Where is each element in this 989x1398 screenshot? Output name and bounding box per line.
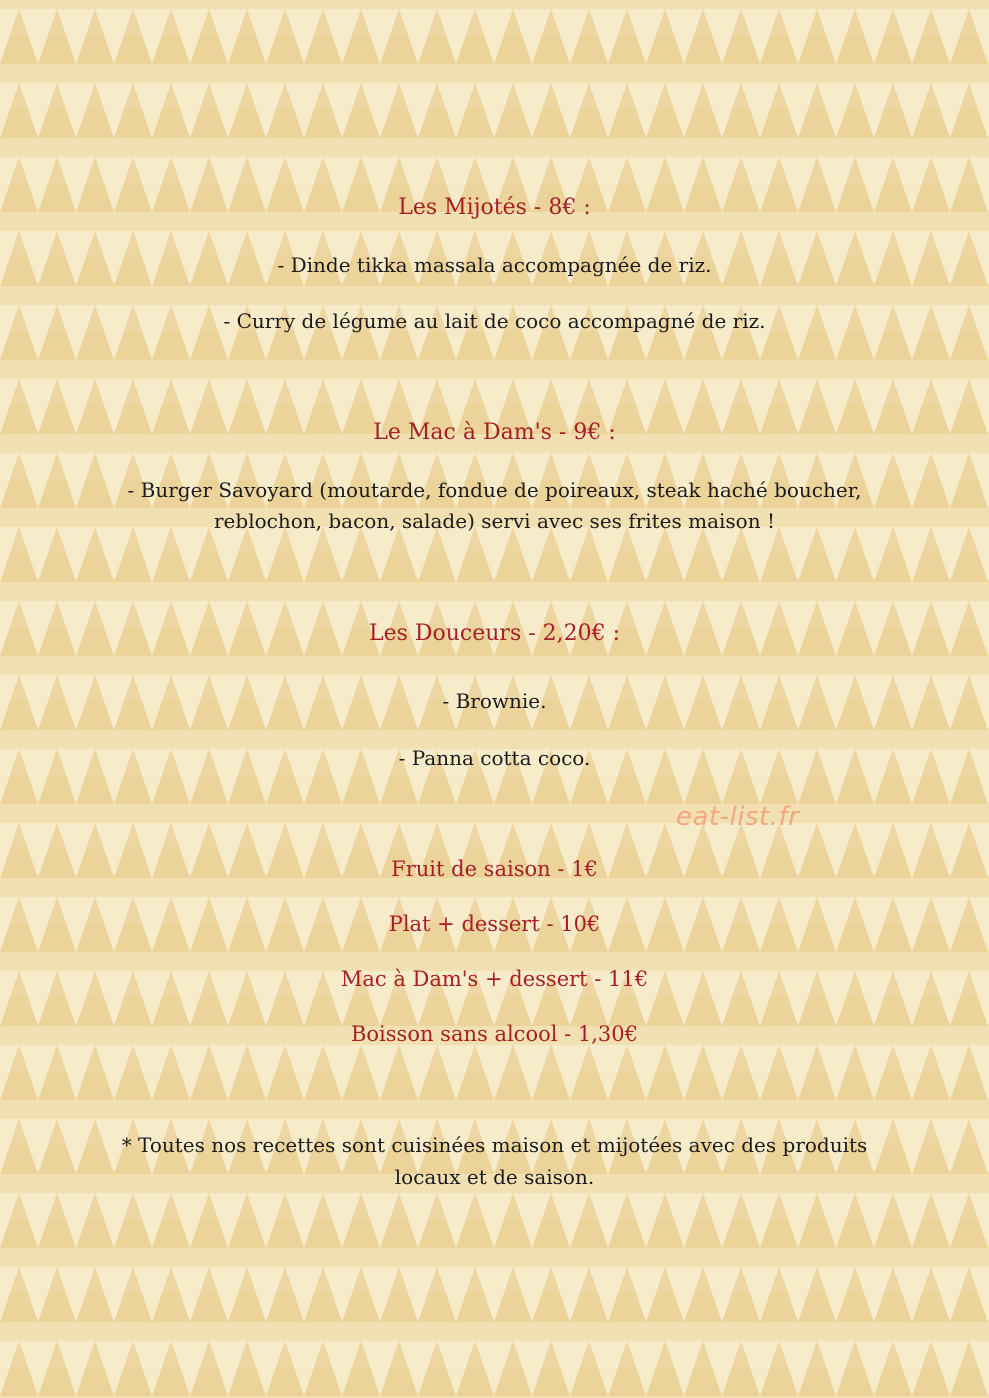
menu-item: - Brownie. [442,689,547,713]
price-line: Boisson sans alcool - 1,30€ [350,1022,639,1046]
price-line: Fruit de saison - 1€ [391,857,598,881]
menu-item: - Curry de légume au lait de coco accompagné de riz. [223,309,766,333]
footnote-line: * Toutes nos recettes sont cuisinées maison et mijotées avec des produits [121,1133,868,1157]
menu-item: reblochon, bacon, salade) servi avec ses frites maison ! [214,509,775,533]
section-heading-mijotes: Les Mijotés - 8€ : [398,195,591,220]
menu-item: - Burger Savoyard (moutarde, fondue de poireaux, steak haché boucher, [127,478,862,502]
section-heading-mac-a-dams: Le Mac à Dam's - 9€ : [373,420,616,445]
price-line: Plat + dessert - 10€ [388,912,601,936]
menu-item: - Panna cotta coco. [398,746,591,770]
section-heading-douceurs: Les Douceurs - 2,20€ : [368,621,621,646]
watermark-logo: eat-list.fr [676,802,800,832]
footnote-line: locaux et de saison. [394,1165,595,1189]
menu-item: - Dinde tikka massala accompagnée de riz. [277,253,712,277]
price-line: Mac à Dam's + dessert - 11€ [340,967,649,991]
